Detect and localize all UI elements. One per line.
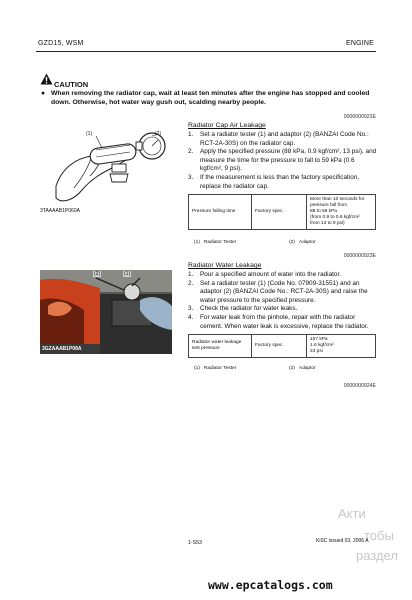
- watermark-line-2: тобы: [364, 528, 394, 543]
- list-item: 1. Set a radiator tester (1) and adaptor (2) (BANZAI Code No.: RCT-2A-30S) on the radiator cap.: [188, 131, 369, 147]
- section1-figure-caption: 3TAAAAB1P060A: [40, 208, 80, 214]
- header-right: ENGINE: [345, 40, 374, 47]
- list-item: 2. Set a radiator tester (1) (Code No. 07909-31551) and an adaptor (2) (BANZAI Code No.: RCT-2A-30S) and raise the water pressure to the specified pressure.: [188, 279, 368, 304]
- list-item: 2. Apply the specified pressure (88 kPa, 0.9 kgf/cm², 13 psi), and measure the time for the pressure to fall to 59 kPa (0.6 kgf/cm², 9 psi).: [188, 148, 377, 173]
- table-cell-spec: Factory spec.: [252, 335, 307, 358]
- section2-figure-callout-1: (1): [124, 271, 131, 277]
- section2-figure-callout-2: (2): [94, 271, 101, 277]
- section1-legend-1: (1) Radiator Tester: [194, 240, 237, 245]
- section2-figure-caption: 3GZAAAB1P08A: [42, 346, 82, 352]
- list-item: 3. If the measurement is less than the factory specification, replace the radiator cap.: [188, 173, 360, 190]
- header-left: GZD15, WSM: [38, 40, 84, 47]
- section1-steps: [188, 131, 378, 191]
- table-cell-label: Pressure falling time: [189, 195, 252, 230]
- radiator-water-leakage-photo: [40, 270, 172, 354]
- section2-title: Radiator Water Leakage: [188, 262, 262, 269]
- list-item: 3. Check the radiator for water leaks.: [188, 305, 298, 313]
- page-number: 1-S53: [188, 540, 202, 546]
- section2-legend-1: (1) Radiator Tester: [194, 366, 237, 371]
- section2-code: 0000000923E: [343, 253, 376, 259]
- section1-code: 0000000922E: [343, 114, 376, 120]
- table-cell-value: 157 kPa 1.6 kgf/cm² 23 psi: [307, 335, 376, 358]
- section1-title: Radiator Cap Air Leakage: [188, 122, 266, 129]
- table-cell-label: Radiator water leakage test pressure: [189, 335, 252, 358]
- caution-bullet: ●: [41, 90, 46, 97]
- issue-note: KiSC issued 03, 2006 A: [316, 538, 369, 544]
- section2-steps: [188, 271, 378, 331]
- caution-title: CAUTION: [54, 80, 89, 89]
- list-item: 4. For water leak from the pinhole, repair with the radiator cement. When water leak is excessive, replace the radiator.: [188, 313, 369, 330]
- section1-legend-2: (2) Adaptor: [289, 240, 316, 245]
- watermark-line-3: раздел: [356, 548, 398, 563]
- table-cell-value: More than 10 seconds for pressure fall from 88 to 59 kPa (from 0.9 to 0.6 kgf/cm² from 13 to 9 psi): [307, 195, 376, 230]
- section1-figure-callout-2: (2): [155, 131, 162, 137]
- table-row: [189, 195, 376, 230]
- list-item: 1. Pour a specified amount of water into the radiator.: [188, 271, 342, 278]
- site-url[interactable]: www.epcatalogs.com: [208, 578, 333, 592]
- section1-figure-callout-1: (1): [86, 131, 93, 137]
- radiator-cap-tester-figure: [52, 128, 174, 206]
- caution-text: [42, 89, 382, 107]
- caution-message: When removing the radiator cap, wait at least ten minutes after the engine has stopped and cooled down. Otherwise, hot water way gush out, scalding nearby people.: [51, 90, 370, 106]
- header-divider: [36, 51, 376, 52]
- watermark-line-1: Акти: [338, 506, 366, 521]
- section2-legend-2: (2) Adaptor: [289, 366, 316, 371]
- warning-triangle-icon: [40, 73, 53, 85]
- section1-spec-table: [188, 194, 376, 230]
- section3-code: 0000000924E: [343, 383, 376, 389]
- table-cell-spec: Factory spec.: [252, 195, 307, 230]
- table-row: [189, 335, 376, 358]
- section2-spec-table: [188, 334, 376, 358]
